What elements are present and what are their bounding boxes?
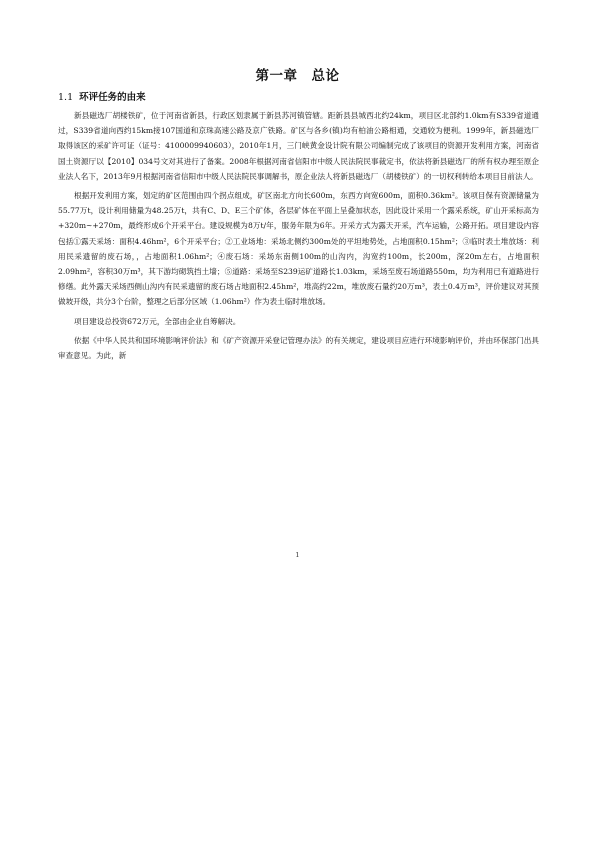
paragraph-development-plan: 根据开发利用方案，划定的矿区范围由四个拐点组成，矿区南北方向长600m，东西方向宽600m，面积0.36km²。该项目保有资源储量为55.77万t，设计利用储量为48.25万t，共有C、D、E三个矿体，各层矿体在平面上呈叠加状态，因此设计采用一个露采系统，矿山开采标高为+320m~+270m，最终形成6个开采平台。建设规模为8万t/年，服务年限为6年。开采方式为露天开采，汽车运输，公路开拓。项目建设内容包括①露天采场：面积4.46hm²，6个开采平台；②工业场地：采场北侧约300m处的平坦地势处，占地面积0.15hm²；③临时表土堆放场：利用民采遗留的废石场，，占地面积1.06hm²；④废石场：采场东南侧100m的山沟内，沟宽约100m，长200m，深20m左右，占地面积2.09hm²，容积30万m³，其下游均砌筑挡土墙；⑤道路：采场至S239运矿道路长1.03km，采场至废石场道路550m，均为利用已有道路进行修缮。此外露天采场西侧山沟内有民采遗留的废石场占地面积2.45hm²，堆高约22m，堆放废石量约20万m³，表土0.4万m³，评价建议对其预做坡开级，共分3个台阶，整理之后部分区域（1.06hm²）作为表土临时堆放场。 bbox=[58, 191, 539, 307]
body-text bbox=[58, 108, 539, 367]
paragraph-legal-basis: 依据《中华人民共和国环境影响评价法》和《矿产资源开采登记管理办法》的有关规定，建设项目应进行环境影响评价，并由环保部门出具审查意见。为此，新 bbox=[58, 335, 539, 361]
section-title: 环评任务的由来 bbox=[79, 92, 146, 103]
section-heading bbox=[58, 89, 146, 103]
section-number: 1.1 bbox=[58, 92, 74, 103]
paragraph-investment: 项目建设总投资672万元，全部由企业自筹解决。 bbox=[74, 316, 241, 326]
paragraph-project-background: 新县磁选厂胡楼铁矿，位于河南省新县，行政区划隶属于新县苏河镇管辖。距新县县城西北约24km，项目区北部约1.0km有S339省道通过，S339省道向西约15km接107国道和京珠高速公路及京广铁路。矿区与各乡(镇)均有柏油公路相通，交通较为便利。1999年，新县磁选厂取得该区的采矿许可证（证号：4100009940603），2010年1月，三门峡黄金设计院有限公司编制完成了该项目的资源开发利用方案，河南省国土资源厅以【2010】034号文对其进行了备案。2008年根据河南省信阳市中级人民法院民事裁定书，依法将新县磁选厂的所有权办理至原企业法人名下，2013年9月根据河南省信阳市中级人民法院民事调解书，原企业法人将新县磁选厂（胡楼铁矿）的一切权利转给本项目目前法人。 bbox=[58, 111, 539, 181]
chapter-title: 第一章 总论 bbox=[255, 68, 340, 84]
page-number: 1 bbox=[295, 551, 300, 559]
